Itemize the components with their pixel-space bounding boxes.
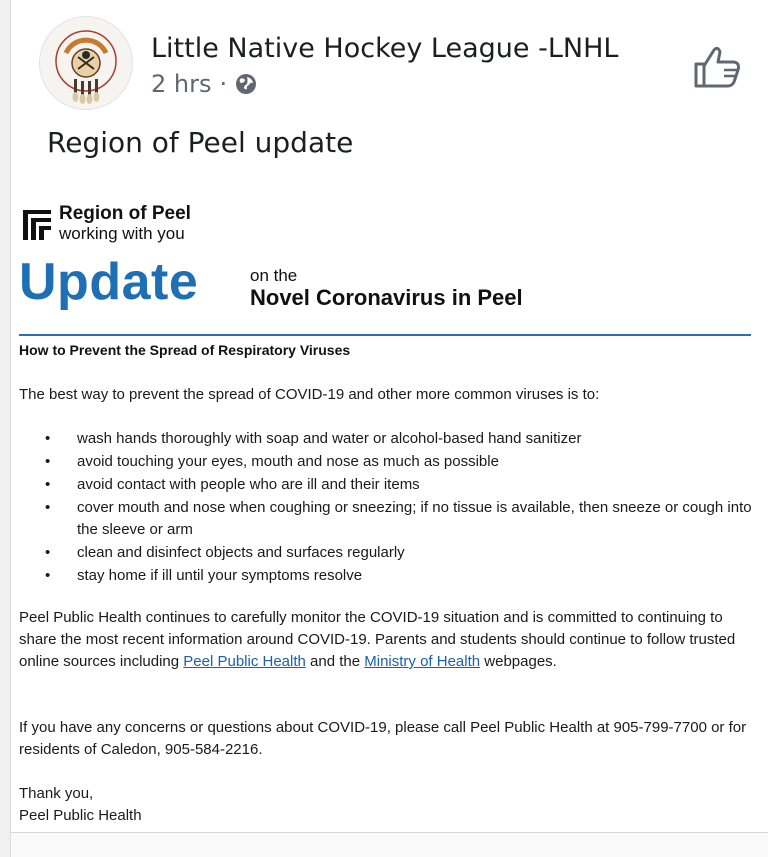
monitoring-paragraph	[19, 607, 759, 673]
paragraph-text: and the	[305, 653, 365, 670]
signoff	[19, 783, 142, 827]
bullet-marker: •	[45, 499, 51, 516]
update-subject: Novel Coronavirus in Peel	[250, 285, 523, 310]
list-item	[19, 474, 759, 496]
signature-line: Peel Public Health	[19, 807, 142, 824]
paragraph-text: Peel Public Health continues to carefully monitor the COVID-19 situation and is committed to continuing to share the most recent information around COVID-19. Parents and students should continue to follow trusted online sources including	[19, 609, 736, 670]
org-tagline: working with you	[59, 224, 185, 243]
update-title: Update	[19, 253, 199, 311]
bullet-marker: •	[45, 430, 51, 447]
list-item	[19, 428, 759, 450]
region-of-peel-logo-icon	[21, 206, 55, 242]
next-post-edge	[10, 832, 768, 857]
thanks-line: Thank you,	[19, 785, 94, 802]
shared-image-notice[interactable]	[10, 186, 768, 832]
ministry-of-health-link[interactable]: Ministry of Health	[364, 653, 481, 670]
contact-paragraph: If you have any concerns or questions about COVID-19, please call Peel Public Health at 905-799-7700 or for residents of Caledon, 905-584-2216.	[19, 719, 747, 758]
page-name-link[interactable]: Little Native Hockey League -LNHL	[151, 33, 619, 64]
list-item-text: stay home if ill until your symptoms resolve	[77, 567, 363, 584]
list-item	[19, 565, 759, 587]
bullet-marker: •	[45, 453, 51, 470]
list-item	[19, 497, 759, 541]
post-meta	[151, 70, 257, 98]
org-name: Region of Peel	[59, 203, 191, 224]
like-button[interactable]	[688, 44, 744, 90]
bullet-marker: •	[45, 544, 51, 561]
bullet-marker: •	[45, 567, 51, 584]
page-avatar[interactable]	[39, 16, 133, 110]
intro-text: The best way to prevent the spread of COVID-19 and other more common viruses is to:	[19, 386, 600, 403]
list-item-text: clean and disinfect objects and surfaces regularly	[77, 544, 405, 561]
post-timestamp[interactable]: 2 hrs	[151, 70, 212, 98]
section-heading: How to Prevent the Spread of Respiratory Viruses	[19, 342, 351, 358]
thumbs-up-icon	[688, 44, 744, 90]
meta-separator: ·	[219, 70, 228, 98]
list-item-text: cover mouth and nose when coughing or sneezing; if no tissue is available, then sneeze or cough into the sleeve or arm	[77, 499, 752, 538]
globe-icon	[235, 73, 257, 95]
bullet-marker: •	[45, 476, 51, 493]
list-item-text: avoid touching your eyes, mouth and nose as much as possible	[77, 453, 499, 470]
lnhl-logo-icon	[40, 17, 132, 109]
list-item-text: wash hands thoroughly with soap and water or alcohol-based hand sanitizer	[77, 430, 582, 447]
list-item	[19, 542, 759, 564]
post-header-card	[10, 0, 768, 186]
post-text: Region of Peel update	[47, 126, 354, 159]
title-divider	[19, 334, 751, 336]
peel-public-health-link[interactable]: Peel Public Health	[183, 653, 306, 670]
list-item	[19, 451, 759, 473]
prevention-list	[19, 428, 759, 588]
paragraph-text: webpages.	[480, 653, 557, 670]
update-on-the: on the	[250, 266, 298, 285]
list-item-text: avoid contact with people who are ill and their items	[77, 476, 420, 493]
